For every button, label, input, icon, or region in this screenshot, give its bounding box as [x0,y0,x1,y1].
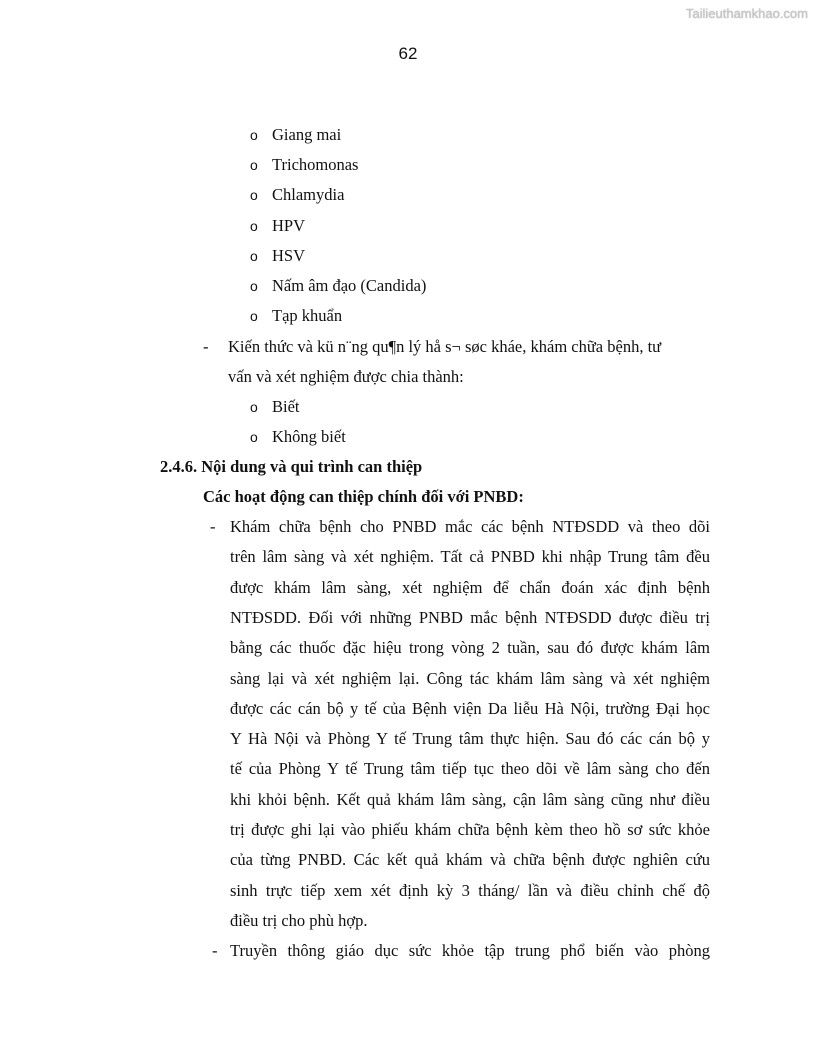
text-line: sàng lại và xét nghiệm lại. Công tác khám lâm sàng và xét nghiệm [230,668,710,688]
text-line: vấn và xét nghiệm được chia thành: [228,367,464,386]
bullet-marker: o [250,127,258,143]
list-item: Tạp khuẩn [272,306,343,326]
text-line: trên lâm sàng và xét nghiệm. Tất cả PNBD khi nhập Trung tâm đều [230,547,710,567]
bullet-marker: o [250,217,258,234]
dash-marker: - [203,337,209,356]
text-line: tế của Phòng Y tế Trung tâm tiếp tục theo dõi về lâm sàng cho đến [230,759,710,779]
text-line: NTĐSDD. Đối với những PNBD mắc bệnh NTĐSDD được điều trị [230,607,710,627]
list-item: HSV [272,245,306,265]
text-line: trị được ghi lại vào phiếu khám chữa bệnh kèm theo hồ sơ sức khỏe [230,820,710,839]
text-line: được khám lâm sàng, xét nghiệm để chẩn đoán xác định bệnh [230,577,710,597]
bullet-marker: o [250,157,258,174]
dash-marker: - [212,941,218,960]
dash-marker: - [210,517,216,536]
text-line: của từng PNBD. Các kết quả khám và chữa bệnh được nghiên cứu [230,850,710,870]
page-number: 62 [398,44,418,63]
text-line: bằng các thuốc đặc hiệu trong vòng 2 tuần, sau đó được khám lâm [230,638,710,658]
bullet-marker: o [250,429,258,446]
text-line: sinh trực tiếp xem xét định kỳ 3 tháng/ lần và điều chỉnh chế độ [230,880,710,900]
text-line: Kiến thức và kü n¨ng qu¶n lý hå s¬ søc kháe, khám chữa bệnh, tư [228,337,662,356]
bullet-marker: o [250,278,258,294]
text-line: điều trị cho phù hợp. [230,910,368,930]
text-line: Truyền thông giáo dục sức khỏe tập trung phổ biến vào phòng [230,941,710,960]
bullet-marker: o [250,399,258,415]
list-item: Không biết [272,427,346,447]
bullet-marker: o [250,247,258,264]
bullet-marker: o [250,187,258,204]
text-line: Khám chữa bệnh cho PNBD mắc các bệnh NTĐSDD và theo dõi [230,517,710,536]
bullet-marker: o [250,308,258,325]
watermark: Tailieuthamkhao.com [685,6,808,21]
sub-heading: Các hoạt động can thiệp chính đối với PNBD: [203,487,524,506]
list-item: Trichomonas [272,155,359,175]
list-item: HPV [272,215,306,235]
text-line: khi khỏi bệnh. Kết quả khám lâm sàng, cận lâm sàng cũng như điều [230,789,710,809]
text-line: được các cán bộ y tế của Bệnh viện Da liễu Hà Nội, trường Đại học [230,698,710,718]
list-item: Chlamydia [272,185,345,205]
text-line: Y Hà Nội và Phòng Y tế Trung tâm thực hiện. Sau đó các cán bộ y [230,729,710,749]
section-heading: 2.4.6. Nội dung và qui trình can thiệp [160,457,423,476]
list-item: Biết [272,397,300,416]
list-item: Giang mai [272,125,342,144]
list-item: Nấm âm đạo (Candida) [272,276,427,295]
